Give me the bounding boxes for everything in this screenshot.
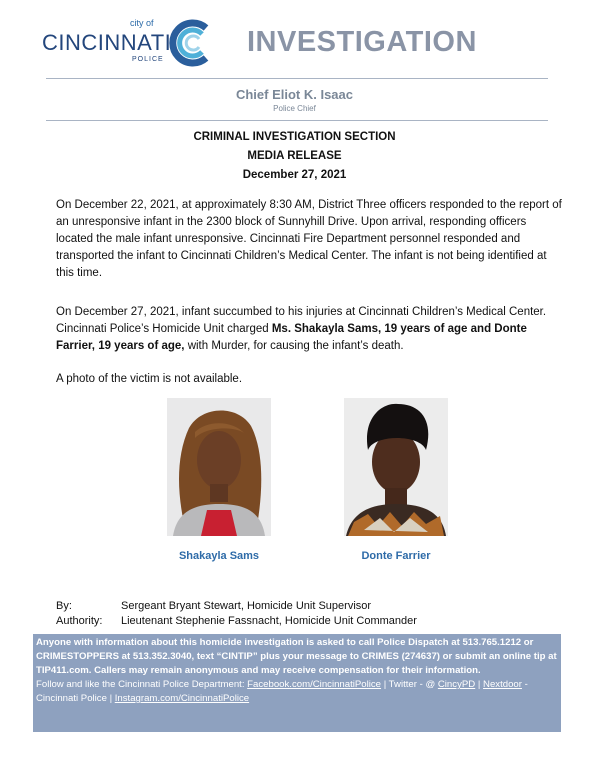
suspect-photo-donte (344, 398, 448, 536)
header-rule-bottom (46, 120, 548, 121)
logo-police: POLICE (132, 56, 164, 63)
facebook-link[interactable]: Facebook.com/CincinnatiPolice (247, 679, 382, 690)
separator: | (475, 679, 484, 690)
credits-authority-line (56, 615, 417, 627)
suspect-caption-donte: Donte Farrier (361, 550, 431, 562)
instagram-link[interactable]: Instagram.com/CincinnatiPolice (114, 693, 250, 704)
charges-suspects-bold: Ms. Shakayla Sams, 19 years of age and Donte Farrier, 19 years of age, (56, 323, 527, 352)
credits-by-label: By: (56, 600, 72, 612)
follow-prefix: Follow and like the Cincinnati Police Department: (36, 679, 248, 690)
tip-info-box (33, 634, 561, 732)
credits-authority-value: Lieutenant Stephenie Fassnacht, Homicide Unit Commander (121, 615, 417, 627)
twitter-separator: | Twitter - @ (381, 679, 438, 690)
section-heading: CRIMINAL INVESTIGATION SECTION (193, 131, 396, 143)
release-type-heading: MEDIA RELEASE (247, 150, 342, 162)
charges-text-start: On December 27, 2021, infant succumbed to his injuries at Cincinnati Children’s Medical Center. Cincinnati Police’s Homicide Unit charged (56, 306, 547, 335)
chief-title: Police Chief (273, 104, 316, 113)
suspect-caption-shakayla: Shakayla Sams (178, 550, 260, 562)
header-rule-top (46, 78, 548, 79)
twitter-link[interactable]: CincyPD (437, 679, 476, 690)
suspect-photo-shakayla (167, 398, 271, 536)
tip-text: Anyone with information about this homicide investigation is asked to call Police Dispatch at 513.765.1212 or CRIMESTOPPERS at 513.352.3040, text “CINTIP” plus your message to CRIMES (274637) or submit an online tip at TIP411.com. Callers may remain anonymous and may receive compensation for their information. (36, 637, 557, 676)
charges-text-end: with Murder, for causing the infant’s death. (184, 340, 404, 352)
cincinnati-police-logo (42, 18, 212, 68)
logo-name: CINCINNATI (42, 30, 172, 55)
doc-type-title: INVESTIGATION (247, 26, 477, 58)
nextdoor-link[interactable]: Nextdoor (483, 679, 522, 690)
logo-city-of: city of (130, 18, 154, 28)
social-links-line (36, 678, 558, 706)
credits-by-line (56, 600, 371, 612)
nextdoor-suffix: - Cincinnati Police | (36, 679, 528, 704)
paragraph-charges (56, 304, 566, 355)
paragraph-victim-photo: A photo of the victim is not available. (56, 373, 243, 385)
credits-by-value: Sergeant Bryant Stewart, Homicide Unit Supervisor (121, 600, 372, 612)
logo-c-swirl-icon (166, 18, 212, 68)
release-date: December 27, 2021 (242, 169, 347, 181)
paragraph-incident: On December 22, 2021, at approximately 8:30 AM, District Three officers responded to the report of an unresponsive infant in the 2300 block of Sunnyhill Drive. Upon arrival, responding officers located the male infant unresponsive. Cincinnati Fire Department personnel responded and transported the infant to Cincinnati Children’s Medical Center. The infant is not being identified at this time. (56, 199, 562, 279)
chief-name: Chief Eliot K. Isaac (235, 87, 354, 102)
credits-authority-label: Authority: (56, 615, 103, 627)
